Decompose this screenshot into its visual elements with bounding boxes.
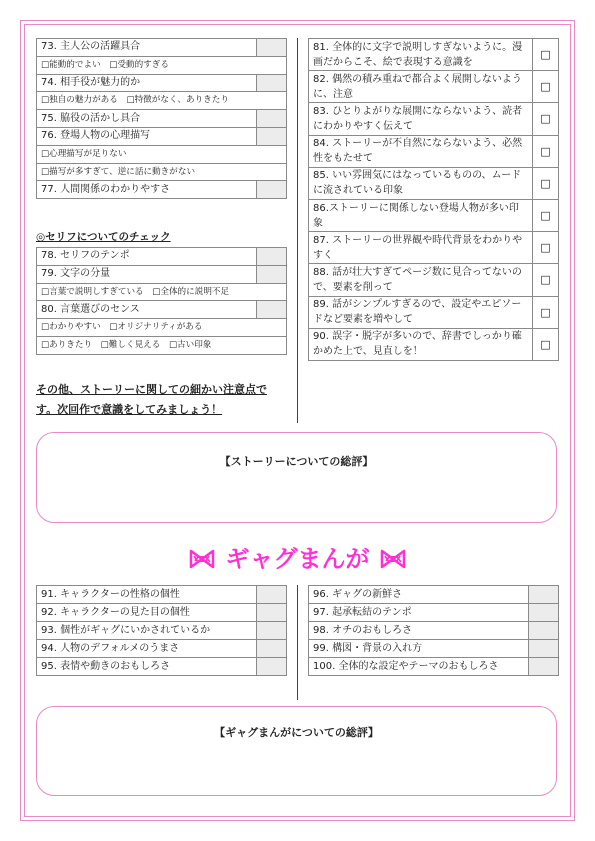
check-item-label: 78. セリフのテンポ — [37, 248, 257, 266]
table-row — [37, 110, 287, 128]
table-row — [309, 135, 559, 167]
check-box[interactable] — [529, 658, 559, 676]
table-row — [37, 604, 287, 622]
checkbox[interactable]: □ — [533, 199, 559, 231]
check-item-label: 90. 誤字・脱字が多いので、辞書でしっかり確かめた上で、見直しを！ — [309, 328, 533, 360]
check-item-label: 99. 構図・背景の入れ方 — [309, 640, 529, 658]
check-item-label: 79. 文字の分量 — [37, 265, 257, 283]
check-box[interactable] — [257, 248, 287, 266]
table-row — [37, 658, 287, 676]
check-item-label: 74. 相手役が魅力的か — [37, 74, 257, 92]
check-item-label: 88. 話が壮大すぎてページ数に見合ってないので、要素を削って — [309, 264, 533, 296]
check-item-label: 94. 人物のデフォルメのうまさ — [37, 640, 257, 658]
column-divider-gag — [297, 585, 298, 700]
table-row — [37, 145, 287, 163]
checkbox[interactable]: □ — [533, 71, 559, 103]
check-item-label: 76. 登場人物の心理描写 — [37, 127, 257, 145]
check-item-label: 98. オチのおもしろさ — [309, 622, 529, 640]
checkbox[interactable]: □ — [533, 167, 559, 199]
check-box[interactable] — [257, 586, 287, 604]
ribbon-icon — [189, 548, 215, 570]
table-row — [309, 167, 559, 199]
story-check-table-left — [36, 38, 287, 199]
dialogue-check-table — [36, 247, 287, 355]
table-row — [37, 301, 287, 319]
table-row — [309, 199, 559, 231]
check-box[interactable] — [529, 640, 559, 658]
checkbox[interactable]: □ — [533, 296, 559, 328]
table-row — [309, 39, 559, 71]
table-row — [37, 336, 287, 354]
check-item-label: 84. ストーリーが不自然にならないよう、必然性をもたせて — [309, 135, 533, 167]
table-row — [309, 232, 559, 264]
check-item-label: 87. ストーリーの世界観や時代背景をわかりやすく — [309, 232, 533, 264]
check-box[interactable] — [257, 640, 287, 658]
table-row — [37, 283, 287, 301]
check-item-label: 96. ギャグの新鮮さ — [309, 586, 529, 604]
check-box[interactable] — [257, 301, 287, 319]
story-note: その他、ストーリーに関しての細かい注意点です。次回作で意識をしてみましょう！ — [36, 383, 267, 416]
table-row — [309, 658, 559, 676]
table-row — [37, 319, 287, 337]
check-item-label: 80. 言葉選びのセンス — [37, 301, 257, 319]
check-item-label: 82. 偶然の積み重ねで都合よく展開しないように、注意 — [309, 71, 533, 103]
check-item-label: 77. 人間関係のわかりやすさ — [37, 181, 257, 199]
check-box[interactable] — [257, 658, 287, 676]
check-option-text: □描写が多すぎて、逆に話に動きがない — [37, 163, 287, 181]
table-row — [309, 103, 559, 135]
check-option-text: □能動的でよい □受動的すぎる — [37, 56, 287, 74]
table-row — [309, 296, 559, 328]
check-option-text: □ありきたり □難しく見える □古い印象 — [37, 336, 287, 354]
gag-check-table-left — [36, 585, 287, 676]
check-item-label: 91. キャラクターの性格の個性 — [37, 586, 257, 604]
check-box[interactable] — [257, 39, 287, 57]
checkbox[interactable]: □ — [533, 232, 559, 264]
check-item-label: 95. 表情や動きのおもしろさ — [37, 658, 257, 676]
check-box[interactable] — [257, 127, 287, 145]
gag-review-title: 【ギャグまんがについての総評】 — [214, 726, 379, 739]
check-item-label: 93. 個性がギャグにいかされているか — [37, 622, 257, 640]
table-row — [37, 74, 287, 92]
check-box[interactable] — [257, 622, 287, 640]
gag-section-title — [0, 543, 595, 574]
check-box[interactable] — [257, 74, 287, 92]
check-option-text: □わかりやすい □オリジナリティがある — [37, 319, 287, 337]
check-item-label: 83. ひとりよがりな展開にならないよう、読者にわかりやすく伝えて — [309, 103, 533, 135]
check-box[interactable] — [257, 181, 287, 199]
gag-title-text: ギャグまんが — [225, 545, 370, 573]
check-item-label: 86.ストーリーに関係しない登場人物が多い印象 — [309, 199, 533, 231]
table-row — [37, 163, 287, 181]
check-option-text: □心理描写が足りない — [37, 145, 287, 163]
check-item-label: 85. いい雰囲気にはなっているものの、ムードに流されている印象 — [309, 167, 533, 199]
story-review-title: 【ストーリーについての総評】 — [219, 455, 374, 468]
checkbox[interactable]: □ — [533, 328, 559, 360]
table-row — [309, 640, 559, 658]
check-item-label: 81. 全体的に文字で説明しすぎないように。漫画だからこそ、絵で表現する意識を — [309, 39, 533, 71]
check-box[interactable] — [257, 110, 287, 128]
check-box[interactable] — [257, 265, 287, 283]
check-item-label: 100. 全体的な設定やテーマのおもしろさ — [309, 658, 529, 676]
check-item-label: 92. キャラクターの見た目の個性 — [37, 604, 257, 622]
table-row — [37, 265, 287, 283]
table-row — [309, 622, 559, 640]
check-box[interactable] — [257, 604, 287, 622]
dialogue-heading: ◎セリフについてのチェック — [36, 231, 171, 243]
checkbox[interactable]: □ — [533, 39, 559, 71]
table-row — [37, 92, 287, 110]
table-row — [37, 39, 287, 57]
table-row — [309, 328, 559, 360]
table-row — [309, 264, 559, 296]
story-check-table-right — [308, 38, 559, 361]
table-row — [309, 586, 559, 604]
check-box[interactable] — [529, 604, 559, 622]
gag-check-table-right — [308, 585, 559, 676]
check-item-label: 73. 主人公の活躍具合 — [37, 39, 257, 57]
table-row — [37, 248, 287, 266]
story-review-box[interactable] — [36, 432, 557, 523]
checkbox[interactable]: □ — [533, 135, 559, 167]
table-row — [37, 56, 287, 74]
column-divider-top — [297, 38, 298, 423]
table-row — [37, 181, 287, 199]
check-item-label: 97. 起承転結のテンポ — [309, 604, 529, 622]
table-row — [37, 640, 287, 658]
table-row — [37, 586, 287, 604]
table-row — [309, 71, 559, 103]
check-item-label: 89. 話がシンプルすぎるので、設定やエピソードなど要素を増やして — [309, 296, 533, 328]
check-option-text: □独自の魅力がある □特徴がなく、ありきたり — [37, 92, 287, 110]
check-item-label: 75. 脇役の活かし具合 — [37, 110, 257, 128]
table-row — [309, 604, 559, 622]
ribbon-icon — [380, 548, 406, 570]
table-row — [37, 127, 287, 145]
table-row — [37, 622, 287, 640]
check-box[interactable] — [529, 586, 559, 604]
check-box[interactable] — [529, 622, 559, 640]
check-option-text: □言葉で説明しすぎている □全体的に説明不足 — [37, 283, 287, 301]
gag-review-box[interactable] — [36, 706, 557, 796]
checkbox[interactable]: □ — [533, 264, 559, 296]
checkbox[interactable]: □ — [533, 103, 559, 135]
